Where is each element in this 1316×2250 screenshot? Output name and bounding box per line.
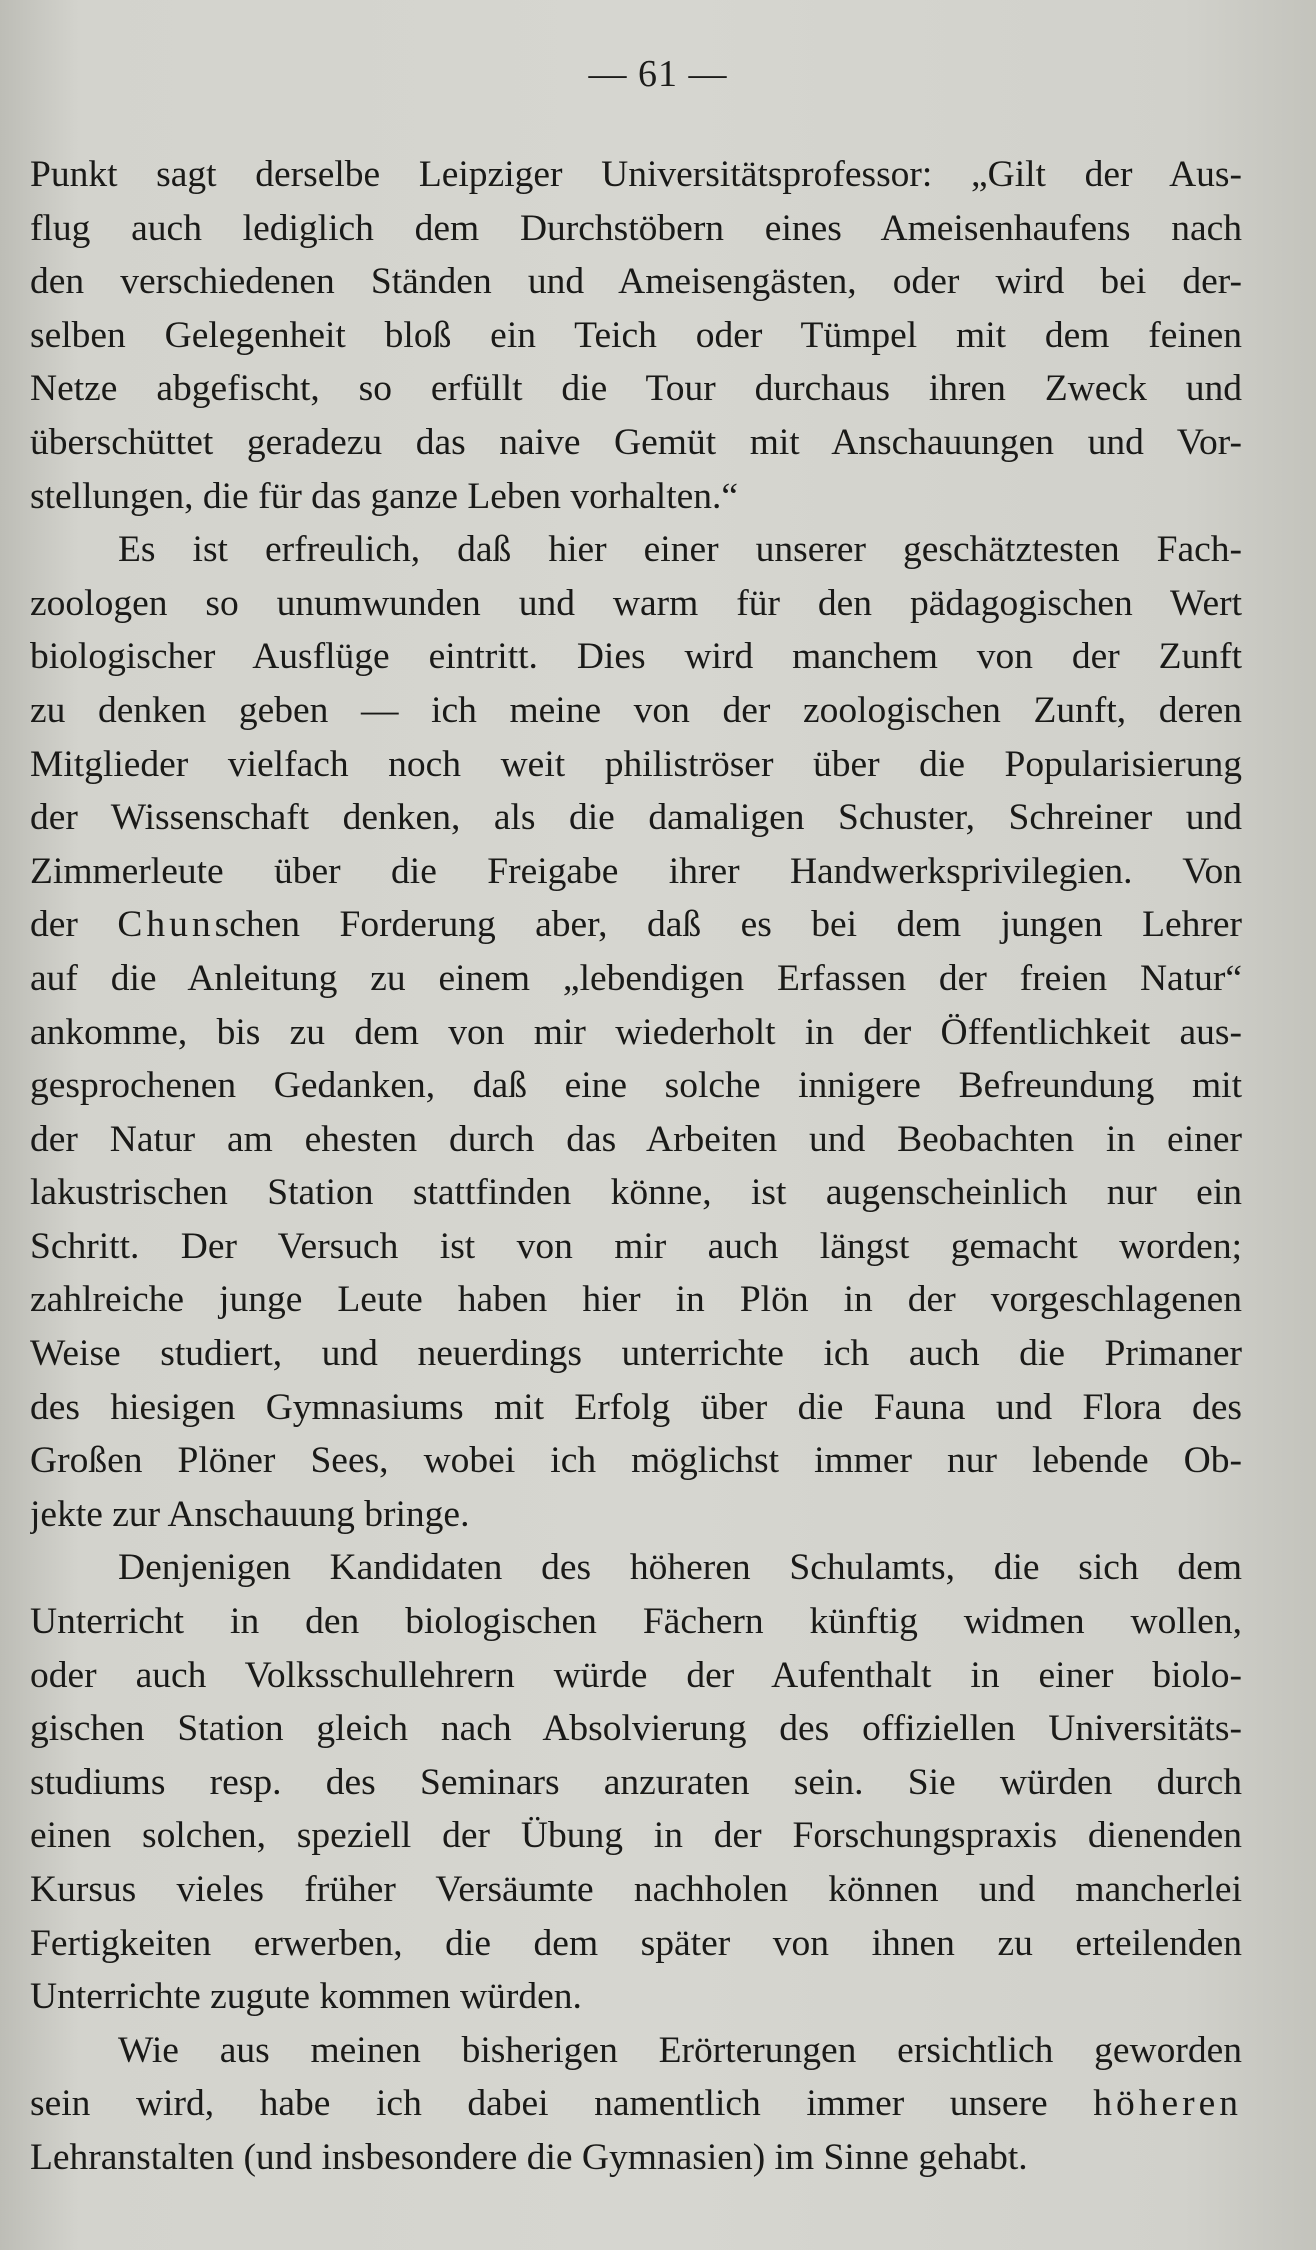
text-fragment: schen Forderung aber, daß es bei dem jungen Lehrer: [214, 904, 1242, 946]
text-line: Lehranstalten (und insbesondere die Gymnasien) im Sinne gehabt.: [30, 2136, 1028, 2178]
text-line: einen solchen, speziell der Übung in der Forschungspraxis dienenden: [30, 1815, 1242, 1857]
text-line: Schritt. Der Versuch ist von mir auch längst gemacht worden;: [30, 1225, 1242, 1267]
text-line: lakustrischen Station stattfinden könne, ist augenscheinlich nur ein: [30, 1172, 1242, 1214]
text-line: zahlreiche junge Leute haben hier in Plön in der vorgeschlagenen: [30, 1279, 1242, 1321]
text-line: Netze abgefischt, so erfüllt die Tour durchaus ihren Zweck und: [30, 368, 1242, 410]
text-line: Großen Plöner Sees, wobei ich möglichst immer nur lebende Ob-: [30, 1440, 1242, 1482]
text-line: Unterrichte zugute kommen würden.: [30, 1976, 582, 2018]
text-line: überschüttet geradezu das naive Gemüt mit Anschauungen und Vor-: [30, 421, 1242, 463]
text-line: Es ist erfreulich, daß hier einer unserer geschätztesten Fach-: [118, 529, 1242, 571]
text-line: [30, 2077, 1242, 2131]
text-line: stellungen, die für das ganze Leben vorhalten.“: [30, 475, 739, 517]
text-line: jekte zur Anschauung bringe.: [30, 1493, 470, 1535]
body-text: [30, 148, 1242, 2185]
text-line: biologischer Ausflüge eintritt. Dies wird manchem von der Zunft: [30, 636, 1242, 678]
text-line: Fertigkeiten erwerben, die dem später von ihnen zu erteilenden: [30, 1922, 1242, 1964]
text-line: auf die Anleitung zu einem „lebendigen Erfassen der freien Natur“: [30, 957, 1242, 999]
text-line: Punkt sagt derselbe Leipziger Universitätsprofessor: „Gilt der Aus-: [30, 154, 1242, 195]
text-line: studiums resp. des Seminars anzuraten sein. Sie würden durch: [30, 1761, 1242, 1803]
text-line: Weise studiert, und neuerdings unterrichte ich auch die Primaner: [30, 1333, 1242, 1375]
text-line: des hiesigen Gymnasiums mit Erfolg über die Fauna und Flora des: [30, 1386, 1242, 1428]
emphasized-name: Chun: [117, 904, 215, 946]
text-line: der Natur am ehesten durch das Arbeiten und Beobachten in einer: [30, 1118, 1242, 1160]
text-fragment: sein wird, habe ich dabei namentlich immer unsere: [30, 2083, 1048, 2125]
text-line: der Wissenschaft denken, als die damaligen Schuster, Schreiner und: [30, 797, 1242, 839]
text-line: [30, 898, 1242, 952]
text-line: selben Gelegenheit bloß ein Teich oder Tümpel mit dem feinen: [30, 314, 1242, 356]
text-line: Mitglieder vielfach noch weit philiströser über die Popularisierung: [30, 743, 1242, 785]
text-line: gesprochenen Gedanken, daß eine solche innigere Befreundung mit: [30, 1065, 1242, 1107]
text-fragment: der: [30, 904, 78, 946]
text-line: zoologen so unumwunden und warm für den pädagogischen Wert: [30, 582, 1242, 624]
text-line: oder auch Volksschullehrern würde der Aufenthalt in einer biolo-: [30, 1654, 1242, 1696]
text-line: den verschiedenen Ständen und Ameisengästen, oder wird bei der-: [30, 261, 1242, 303]
text-line: Wie aus meinen bisherigen Erörterungen ersichtlich geworden: [118, 2029, 1242, 2071]
text-line: Unterricht in den biologischen Fächern künftig widmen wollen,: [30, 1601, 1242, 1643]
page-number: — 61 —: [588, 53, 728, 95]
emphasized-word: höheren: [1093, 2083, 1242, 2125]
text-line: zu denken geben — ich meine von der zoologischen Zunft, deren: [30, 689, 1242, 731]
text-line: ankomme, bis zu dem von mir wiederholt in der Öffentlichkeit aus-: [30, 1011, 1242, 1053]
text-line: flug auch lediglich dem Durchstöbern eines Ameisenhaufens nach: [30, 207, 1242, 249]
text-line: Kursus vieles früher Versäumte nachholen können und mancherlei: [30, 1869, 1242, 1910]
text-line: Denjenigen Kandidaten des höheren Schulamts, die sich dem: [118, 1547, 1242, 1589]
text-line: gischen Station gleich nach Absolvierung des offiziellen Universitäts-: [30, 1708, 1242, 1750]
text-line: Zimmerleute über die Freigabe ihrer Handwerksprivilegien. Von: [30, 850, 1242, 892]
